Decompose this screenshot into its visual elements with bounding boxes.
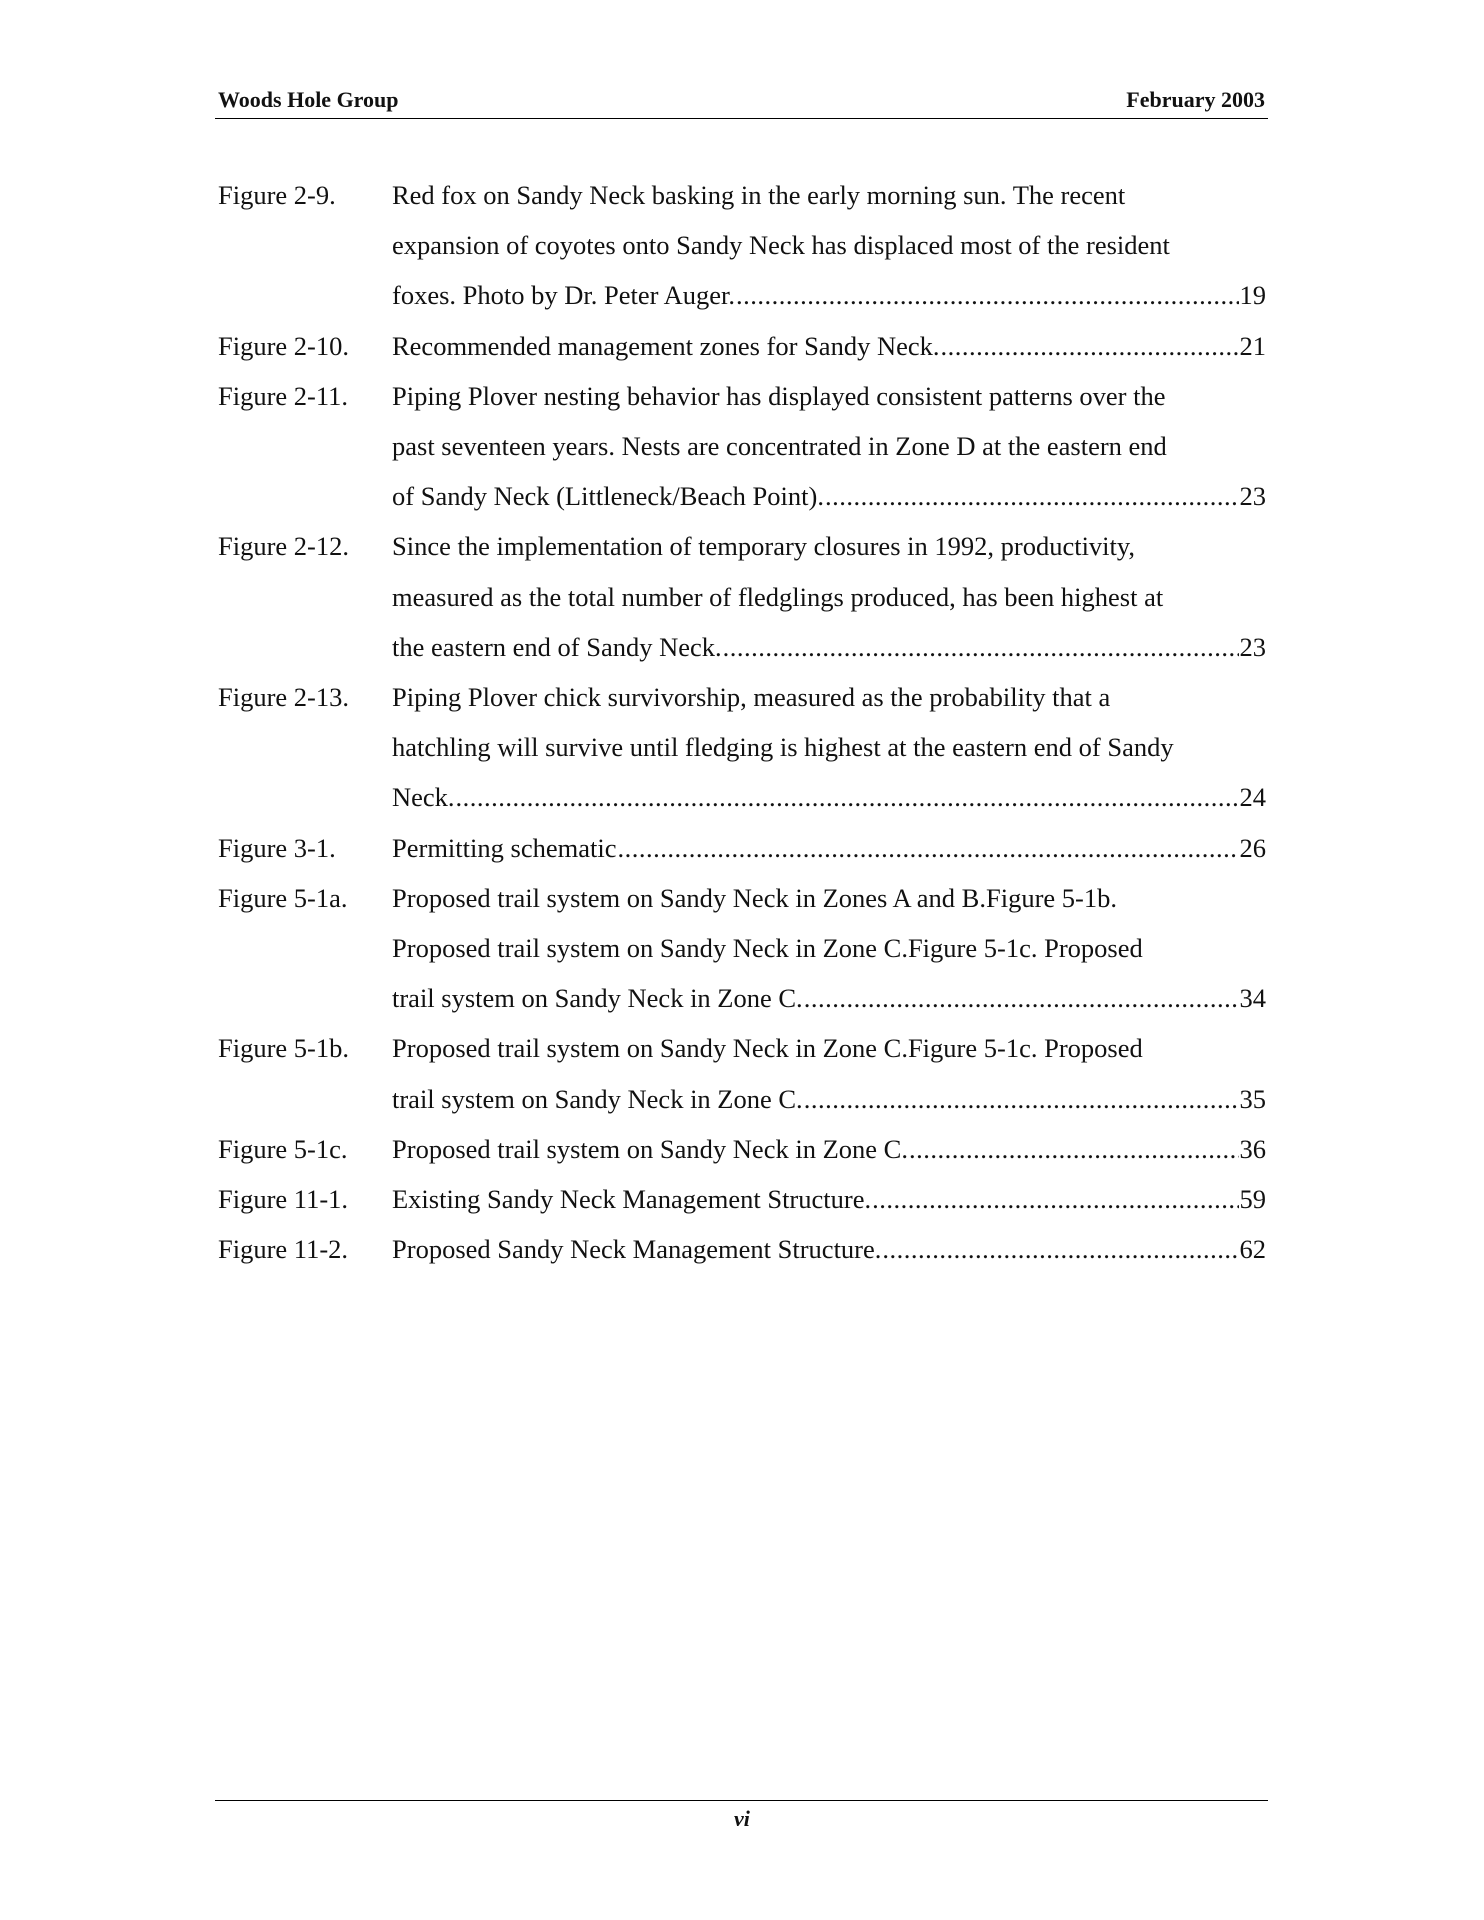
- dot-leader: [804, 1074, 1239, 1124]
- caption-line: trail system on Sandy Neck in Zone C.: [392, 983, 803, 1014]
- toc-entry[interactable]: [218, 1224, 1266, 1274]
- figure-caption: [392, 321, 1266, 371]
- caption-line: the eastern end of Sandy Neck.: [392, 631, 722, 662]
- toc-entry[interactable]: [218, 672, 1266, 823]
- caption-line: Piping Plover chick survivorship, measured as the probability that a: [392, 682, 1111, 713]
- figure-label: Figure 5-1b.: [218, 1033, 350, 1064]
- caption-line: Permitting schematic: [392, 832, 617, 863]
- toc-entry[interactable]: [218, 321, 1266, 371]
- caption-final-line: [392, 1224, 1266, 1274]
- figure-caption: [392, 1224, 1266, 1274]
- page-reference[interactable]: 36: [1239, 1133, 1266, 1164]
- figure-label: Figure 2-10.: [218, 330, 350, 361]
- dot-leader: [872, 1174, 1238, 1224]
- caption-line: Existing Sandy Neck Management Structure.: [392, 1184, 872, 1215]
- caption-final-line: [392, 823, 1266, 873]
- caption-line: Proposed trail system on Sandy Neck in Zone C.Figure 5-1c. Proposed: [392, 933, 1143, 964]
- dot-leader: [804, 973, 1239, 1023]
- caption-line: Red fox on Sandy Neck basking in the early morning sun. The recent: [392, 180, 1126, 210]
- figure-caption: [392, 1023, 1266, 1123]
- page-reference[interactable]: 59: [1239, 1184, 1266, 1215]
- dot-leader: [882, 1224, 1238, 1274]
- header-organization: Woods Hole Group: [218, 87, 399, 112]
- page-reference[interactable]: 24: [1239, 782, 1266, 813]
- figure-caption: [392, 521, 1266, 672]
- dot-leader: [909, 1124, 1239, 1174]
- caption-line: Proposed trail system on Sandy Neck in Zone C.Figure 5-1c. Proposed: [392, 1033, 1143, 1064]
- caption-line: expansion of coyotes onto Sandy Neck has displaced most of the resident: [392, 230, 1170, 261]
- toc-entry[interactable]: [218, 1174, 1266, 1224]
- toc-entry[interactable]: [218, 823, 1266, 873]
- page-reference[interactable]: 35: [1239, 1083, 1266, 1114]
- page-reference[interactable]: 19: [1239, 280, 1266, 311]
- toc-entry[interactable]: [218, 170, 1266, 321]
- figure-caption: [392, 1124, 1266, 1174]
- dot-leader: [456, 772, 1239, 822]
- caption-line: Piping Plover nesting behavior has displayed consistent patterns over the: [392, 380, 1166, 411]
- caption-final-line: [392, 1124, 1266, 1174]
- figure-label: Figure 2-9.: [218, 180, 336, 210]
- figure-label: Figure 5-1c.: [218, 1133, 348, 1164]
- figure-label: Figure 2-13.: [218, 682, 350, 713]
- dot-leader: [723, 622, 1239, 672]
- caption-line: foxes. Photo by Dr. Peter Auger.: [392, 280, 735, 311]
- page-header: [215, 86, 1268, 119]
- figure-caption: [392, 672, 1266, 823]
- figure-label: Figure 2-12.: [218, 531, 350, 562]
- caption-final-line: [392, 471, 1266, 521]
- figure-label: Figure 2-11.: [218, 380, 349, 411]
- figure-label: Figure 11-2.: [218, 1234, 349, 1265]
- caption-line: Proposed trail system on Sandy Neck in Zone C.: [392, 1133, 908, 1164]
- figure-label: Figure 5-1a.: [218, 882, 348, 913]
- dot-leader: [825, 471, 1239, 521]
- caption-final-line: [392, 622, 1266, 672]
- figure-caption: [392, 823, 1266, 873]
- dot-leader: [617, 823, 1238, 873]
- dot-leader: [736, 270, 1239, 320]
- caption-line: of Sandy Neck (Littleneck/Beach Point).: [392, 481, 824, 512]
- page-reference[interactable]: 26: [1239, 832, 1266, 863]
- page-reference[interactable]: 23: [1239, 631, 1266, 662]
- caption-final-line: [392, 321, 1266, 371]
- figure-caption: [392, 170, 1266, 321]
- page-reference[interactable]: 21: [1239, 330, 1266, 361]
- toc-entry[interactable]: [218, 1023, 1266, 1123]
- figure-label: Figure 11-1.: [218, 1184, 349, 1215]
- caption-line: hatchling will survive until fledging is highest at the eastern end of Sandy: [392, 732, 1174, 763]
- caption-line: Neck.: [392, 782, 455, 813]
- caption-final-line: [392, 270, 1266, 320]
- toc-entry[interactable]: [218, 873, 1266, 1024]
- caption-final-line: [392, 772, 1266, 822]
- header-date: February 2003: [1126, 87, 1265, 112]
- caption-line: Recommended management zones for Sandy Neck.: [392, 330, 940, 361]
- footer-rule: [215, 1800, 1268, 1801]
- caption-final-line: [392, 973, 1266, 1023]
- figure-caption: [392, 1174, 1266, 1224]
- caption-line: Proposed trail system on Sandy Neck in Zones A and B.Figure 5-1b.: [392, 882, 1117, 913]
- page-reference[interactable]: 62: [1239, 1234, 1266, 1265]
- list-of-figures: [218, 170, 1266, 1274]
- figure-caption: [392, 873, 1266, 1024]
- page-reference[interactable]: 23: [1239, 481, 1266, 512]
- caption-final-line: [392, 1174, 1266, 1224]
- toc-entry[interactable]: [218, 521, 1266, 672]
- caption-line: Since the implementation of temporary closures in 1992, productivity,: [392, 531, 1136, 562]
- dot-leader: [940, 321, 1238, 371]
- caption-final-line: [392, 1074, 1266, 1124]
- figure-caption: [392, 371, 1266, 522]
- caption-line: Proposed Sandy Neck Management Structure.: [392, 1234, 882, 1265]
- toc-entry[interactable]: [218, 1124, 1266, 1174]
- caption-line: measured as the total number of fledglings produced, has been highest at: [392, 581, 1164, 612]
- page-number: vi: [734, 1806, 750, 1831]
- caption-line: trail system on Sandy Neck in Zone C.: [392, 1083, 803, 1114]
- figure-label: Figure 3-1.: [218, 832, 336, 863]
- caption-line: past seventeen years. Nests are concentrated in Zone D at the eastern end: [392, 431, 1167, 462]
- page-reference[interactable]: 34: [1239, 983, 1266, 1014]
- toc-entry[interactable]: [218, 371, 1266, 522]
